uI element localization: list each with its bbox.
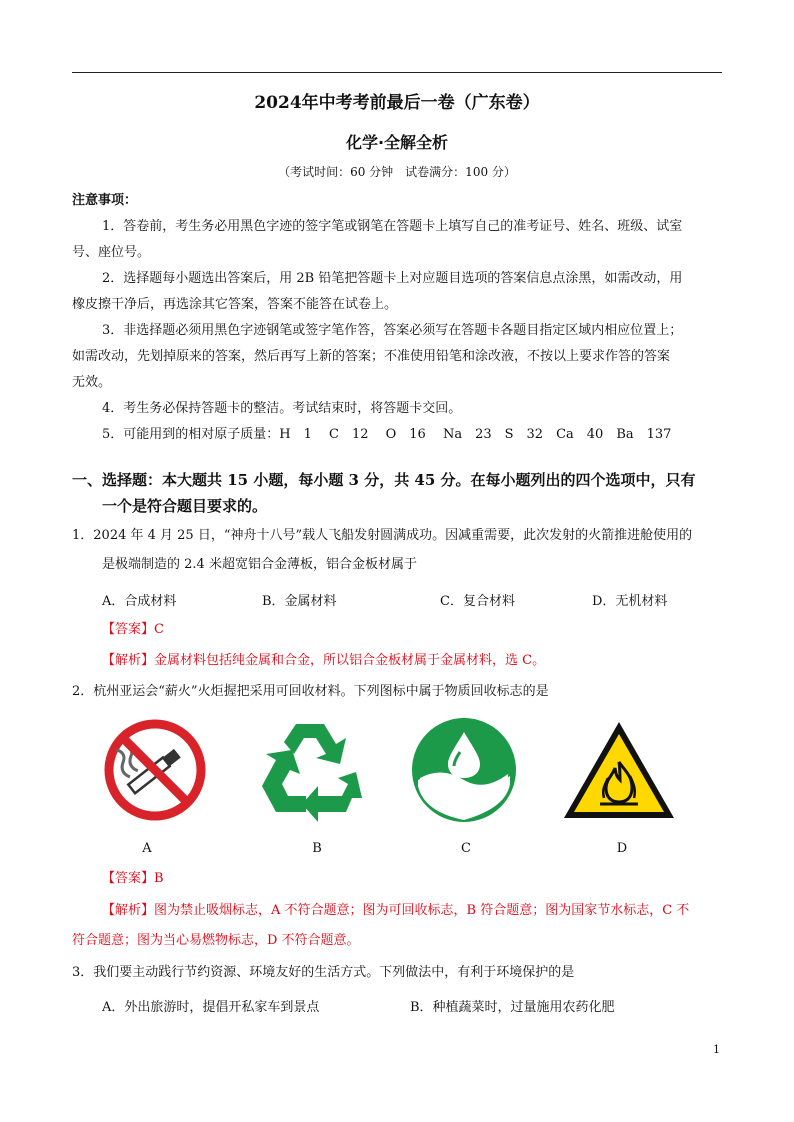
answer-label: 【答案】B bbox=[102, 871, 164, 886]
page-subtitle: 化学·全解全析 bbox=[345, 133, 449, 152]
option-b: B．金属材料 bbox=[262, 594, 337, 609]
page-number: 1 bbox=[713, 1043, 720, 1056]
notice-item: 无效。 bbox=[72, 375, 112, 390]
analysis-text-cont: 符合题意；图为当心易燃物标志，D 不符合题意。 bbox=[72, 933, 360, 948]
notice-item: 2．选择题每小题选出答案后，用 2B 铅笔把答题卡上对应题目选项的答案信息点涂黑，如需改动，用 bbox=[102, 271, 683, 286]
question-3-stem: 3．我们要主动践行节约资源、环境友好的生活方式。下列做法中，有利于环境保护的是 bbox=[72, 965, 575, 980]
notice-item: 1．答卷前，考生务必用黑色字迹的签字笔或钢笔在答题卡上填写自己的准考证号、姓名、班级、试室 bbox=[102, 219, 683, 234]
notice-item: 4．考生务必保持答题卡的整洁。考试结束时，将答题卡交回。 bbox=[102, 401, 462, 416]
icon-caption-a: A bbox=[142, 841, 152, 856]
option-b: B．种植蔬菜时，过量施用农药化肥 bbox=[410, 1000, 615, 1015]
question-1-stem: 1．2024 年 4 月 25 日，“神舟十八号”载人飞船发射圆满成功。因减重需要，此次发射的火箭推进舱使用的 bbox=[72, 528, 693, 543]
recycle-icon bbox=[254, 714, 368, 826]
question-1-stem-cont: 是极端制造的 2.4 米超宽铝合金薄板，铝合金板材属于 bbox=[102, 557, 417, 572]
icon-caption-b: B bbox=[312, 841, 322, 856]
notice-item: 3．非选择题必须用黑色字迹钢笔或签字笔作答，答案必须写在答题卡各题目指定区域内相应位置上； bbox=[102, 323, 683, 338]
water-saving-icon bbox=[410, 716, 518, 824]
notice-heading: 注意事项： bbox=[72, 193, 138, 208]
flammable-warning-icon bbox=[560, 718, 678, 822]
notice-item: 如需改动，先划掉原来的答案，然后再写上新的答案；不准使用铅笔和涂改液，不按以上要求作答的答案 bbox=[72, 349, 671, 364]
option-a: A．合成材料 bbox=[102, 594, 177, 609]
notice-item: 5．可能用到的相对原子质量：H 1 C 12 O 16 Na 23 S 32 Ca 40 Ba 137 bbox=[102, 427, 672, 442]
option-c: C．复合材料 bbox=[440, 594, 515, 609]
question-2-stem: 2．杭州亚运会“薪火”火炬握把采用可回收材料。下列图标中属于物质回收标志的是 bbox=[72, 684, 549, 699]
page-title: 2024年中考考前最后一卷（广东卷） bbox=[254, 93, 540, 113]
section-heading: 一、选择题：本大题共 15 小题，每小题 3 分，共 45 分。在每小题列出的四个选项中，只有 bbox=[72, 471, 696, 489]
exam-meta: （考试时间：60 分钟 试卷满分：100 分） bbox=[278, 165, 516, 179]
notice-item: 橡皮擦干净后，再选涂其它答案，答案不能答在试卷上。 bbox=[72, 297, 398, 312]
analysis-text: 【解析】金属材料包括纯金属和合金，所以铝合金板材属于金属材料，选 C。 bbox=[102, 653, 546, 668]
notice-item: 号、座位号。 bbox=[72, 245, 151, 260]
icon-caption-d: D bbox=[616, 841, 628, 856]
top-rule bbox=[72, 72, 722, 73]
analysis-text: 【解析】图为禁止吸烟标志，A 不符合题意；图为可回收标志，B 符合题意；图为国家节水标志，C 不 bbox=[102, 903, 690, 918]
answer-label: 【答案】C bbox=[102, 622, 164, 637]
section-heading-cont: 一个是符合题目要求的。 bbox=[102, 497, 268, 515]
no-smoking-icon bbox=[101, 716, 209, 824]
option-a: A．外出旅游时，提倡开私家车到景点 bbox=[102, 1000, 320, 1015]
option-d: D．无机材料 bbox=[592, 594, 668, 609]
icon-caption-c: C bbox=[461, 841, 471, 856]
